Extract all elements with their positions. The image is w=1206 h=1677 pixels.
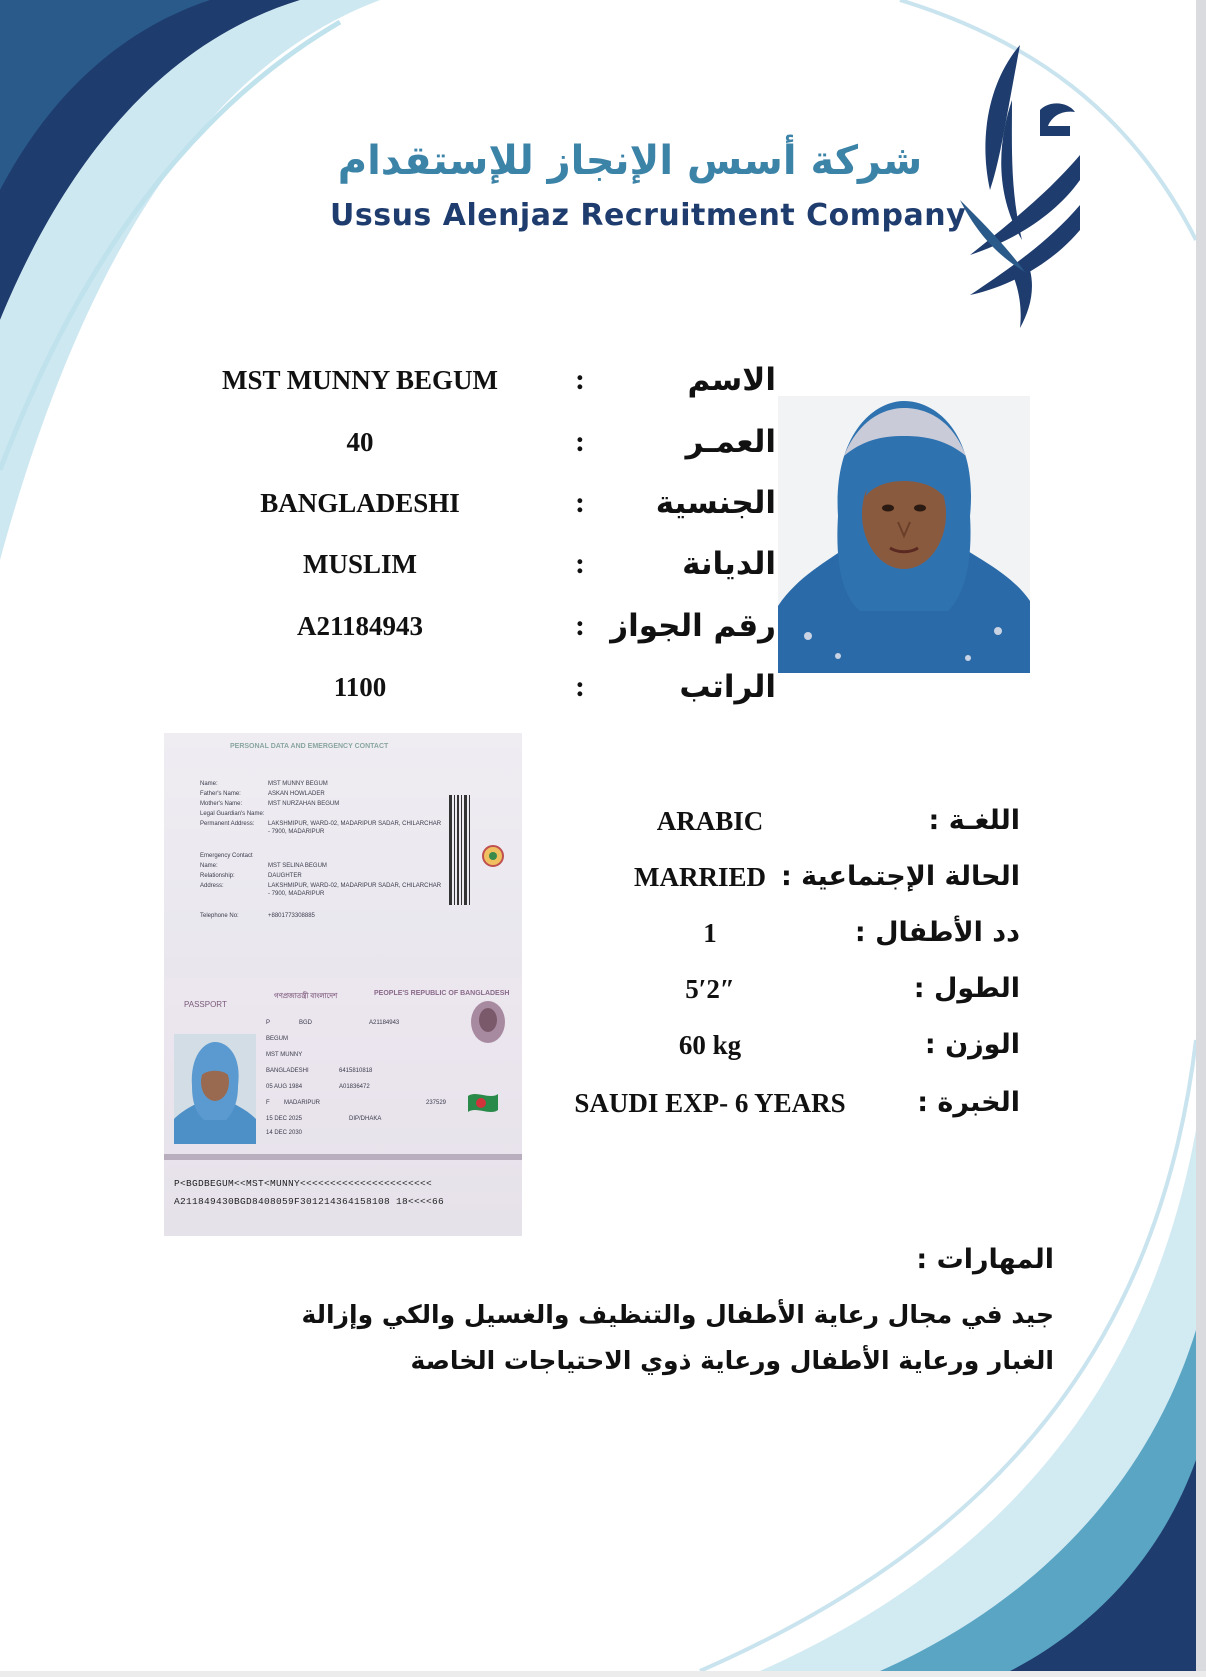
passport-top-header: PERSONAL DATA AND EMERGENCY CONTACT xyxy=(230,743,389,750)
info-row-salary xyxy=(180,663,780,711)
info-row-name xyxy=(180,356,780,404)
company-logo-icon xyxy=(950,40,1090,330)
detail-row-height xyxy=(560,963,1040,1015)
passport-bottom-header: PEOPLE'S REPUBLIC OF BANGLADESH xyxy=(374,990,510,997)
passport-code: 237529 xyxy=(426,1100,447,1106)
passport-sex: F xyxy=(266,1100,270,1106)
salary-label: الراتب xyxy=(679,669,776,705)
passport-issue-date: 15 DEC 2025 xyxy=(266,1116,303,1122)
colon-separator: : xyxy=(575,425,585,458)
page-bottom-edge xyxy=(0,1671,1206,1677)
passport-field-value: MST SELINA BEGUM xyxy=(268,863,327,869)
passport-field-label: Mother's Name: xyxy=(200,801,243,807)
passport-data-page xyxy=(164,733,522,978)
passport-bottom-header-bn: গণপ্রজাতন্ত্রী বাংলাদেশ xyxy=(274,993,338,1000)
candidate-photo xyxy=(778,396,1030,673)
bangladesh-emblem-icon xyxy=(482,845,504,867)
children-label: دد الأطفال : xyxy=(854,917,1020,948)
info-row-age xyxy=(180,418,780,466)
passport-field-value: LAKSHMIPUR, WARD-02, MADARIPUR SADAR, CHILARCHAR xyxy=(268,821,442,827)
passport-field-label: Telephone No: xyxy=(200,913,239,919)
passport-date-of-birth: 05 AUG 1984 xyxy=(266,1084,303,1090)
height-value: 5′2″ xyxy=(685,974,735,1004)
passport-number-label: رقم الجواز xyxy=(610,608,776,644)
marital-status-value: MARRIED xyxy=(634,862,766,892)
colon-separator: : xyxy=(575,547,585,580)
language-value: ARABIC xyxy=(656,806,764,836)
passport-previous-number: A01836472 xyxy=(339,1084,370,1090)
colon-separator: : xyxy=(575,609,585,642)
skills-text: جيد في مجال رعاية الأطفال والتنظيف والغسيل والكي وإزالة الغبار ورعاية الأطفال ورعاية ذوي الاحتياجات الخاصة xyxy=(301,1300,1054,1375)
passport-mrz-line-1: P<BGDBEGUM<<MST<MUNNY<<<<<<<<<<<<<<<<<<<<<< xyxy=(174,1178,433,1189)
name-label: الاسم xyxy=(687,362,776,398)
company-name-english: Ussus Alenjaz Recruitment Company xyxy=(330,198,967,233)
experience-label: الخبرة : xyxy=(917,1087,1020,1118)
age-value: 40 xyxy=(346,427,374,457)
bangladesh-flag-icon xyxy=(466,1090,500,1116)
passport-personal-number: 6415810818 xyxy=(339,1068,373,1074)
marital-status-label: الحالة الإجتماعية : xyxy=(780,861,1020,892)
company-name-arabic: شركة أسس الإنجاز للإستقدام xyxy=(337,138,923,184)
passport-field-value: - 7900, MADARIPUR xyxy=(268,829,325,835)
passport-field-label: Address: xyxy=(200,883,224,889)
weight-label: الوزن : xyxy=(924,1029,1020,1060)
age-label: العمـر xyxy=(685,424,776,460)
passport-field-label: Relationship: xyxy=(200,873,235,879)
passport-field-label: Name: xyxy=(200,781,218,787)
colon-separator: : xyxy=(575,670,585,703)
passport-expiry-date: 14 DEC 2030 xyxy=(266,1130,303,1136)
passport-field-value: LAKSHMIPUR, WARD-02, MADARIPUR SADAR, CHILARCHAR xyxy=(268,883,442,889)
passport-field-value: - 7900, MADARIPUR xyxy=(268,891,325,897)
salary-value: 1100 xyxy=(333,672,387,702)
info-row-nationality xyxy=(180,479,780,527)
passport-number-value: A21184943 xyxy=(296,611,423,641)
passport-number: A21184943 xyxy=(369,1020,400,1026)
passport-surname: BEGUM xyxy=(266,1036,289,1042)
passport-type: P xyxy=(266,1020,271,1026)
passport-field-value: MST MUNNY BEGUM xyxy=(268,781,328,787)
passport-field-label: Emergency Contact xyxy=(200,853,253,859)
religion-value: MUSLIM xyxy=(303,549,417,579)
passport-photo-page xyxy=(164,978,522,1236)
name-value: MST MUNNY BEGUM xyxy=(222,365,498,395)
passport-strip xyxy=(164,1154,522,1160)
page-right-edge xyxy=(1196,0,1206,1677)
passport-issuing-authority: DIP/DHAKA xyxy=(349,1116,382,1122)
passport-nationality: BANGLADESHI xyxy=(266,1068,309,1074)
detail-row-marital-status xyxy=(560,851,1040,903)
passport-field-label: Legal Guardian's Name: xyxy=(200,811,265,817)
children-value: 1 xyxy=(703,918,717,948)
passport-mrz-line-2: A211849430BGD8408059F301214364158108 18<<<<66 xyxy=(174,1196,445,1207)
passport-field-value: ASKAN HOWLADER xyxy=(268,791,325,797)
height-label: الطول : xyxy=(913,973,1020,1004)
info-row-passport-number xyxy=(180,602,780,650)
passport-photo xyxy=(174,1034,256,1144)
skills-title: المهارات : xyxy=(916,1244,1054,1275)
detail-row-language xyxy=(560,795,1040,847)
passport-country-code: BGD xyxy=(299,1020,313,1026)
passport-hologram-icon xyxy=(470,1000,506,1044)
info-row-religion xyxy=(180,540,780,588)
detail-row-weight xyxy=(560,1019,1040,1071)
experience-value: SAUDI EXP- 6 YEARS xyxy=(574,1088,846,1118)
religion-label: الديانة xyxy=(682,546,776,582)
passport-field-label: Permanent Address: xyxy=(200,821,255,827)
nationality-value: BANGLADESHI xyxy=(260,488,460,518)
passport-field-value: +8801773308885 xyxy=(268,913,315,919)
passport-field-value: DAUGHTER xyxy=(268,873,302,879)
passport-given-name: MST MUNNY xyxy=(266,1052,303,1058)
passport-word: PASSPORT xyxy=(184,1000,227,1009)
passport-place-of-birth: MADARIPUR xyxy=(284,1100,321,1106)
language-label: اللغـة : xyxy=(928,805,1020,836)
nationality-label: الجنسية xyxy=(655,485,776,521)
detail-row-experience xyxy=(560,1077,1040,1129)
colon-separator: : xyxy=(575,486,585,519)
passport-field-label: Father's Name: xyxy=(200,791,241,797)
weight-value: 60 kg xyxy=(678,1030,742,1060)
passport-scan xyxy=(164,733,522,1236)
passport-field-value: MST NURZAHAN BEGUM xyxy=(268,801,340,807)
passport-field-label: Name: xyxy=(200,863,218,869)
colon-separator: : xyxy=(575,363,585,396)
detail-row-children xyxy=(560,907,1040,959)
